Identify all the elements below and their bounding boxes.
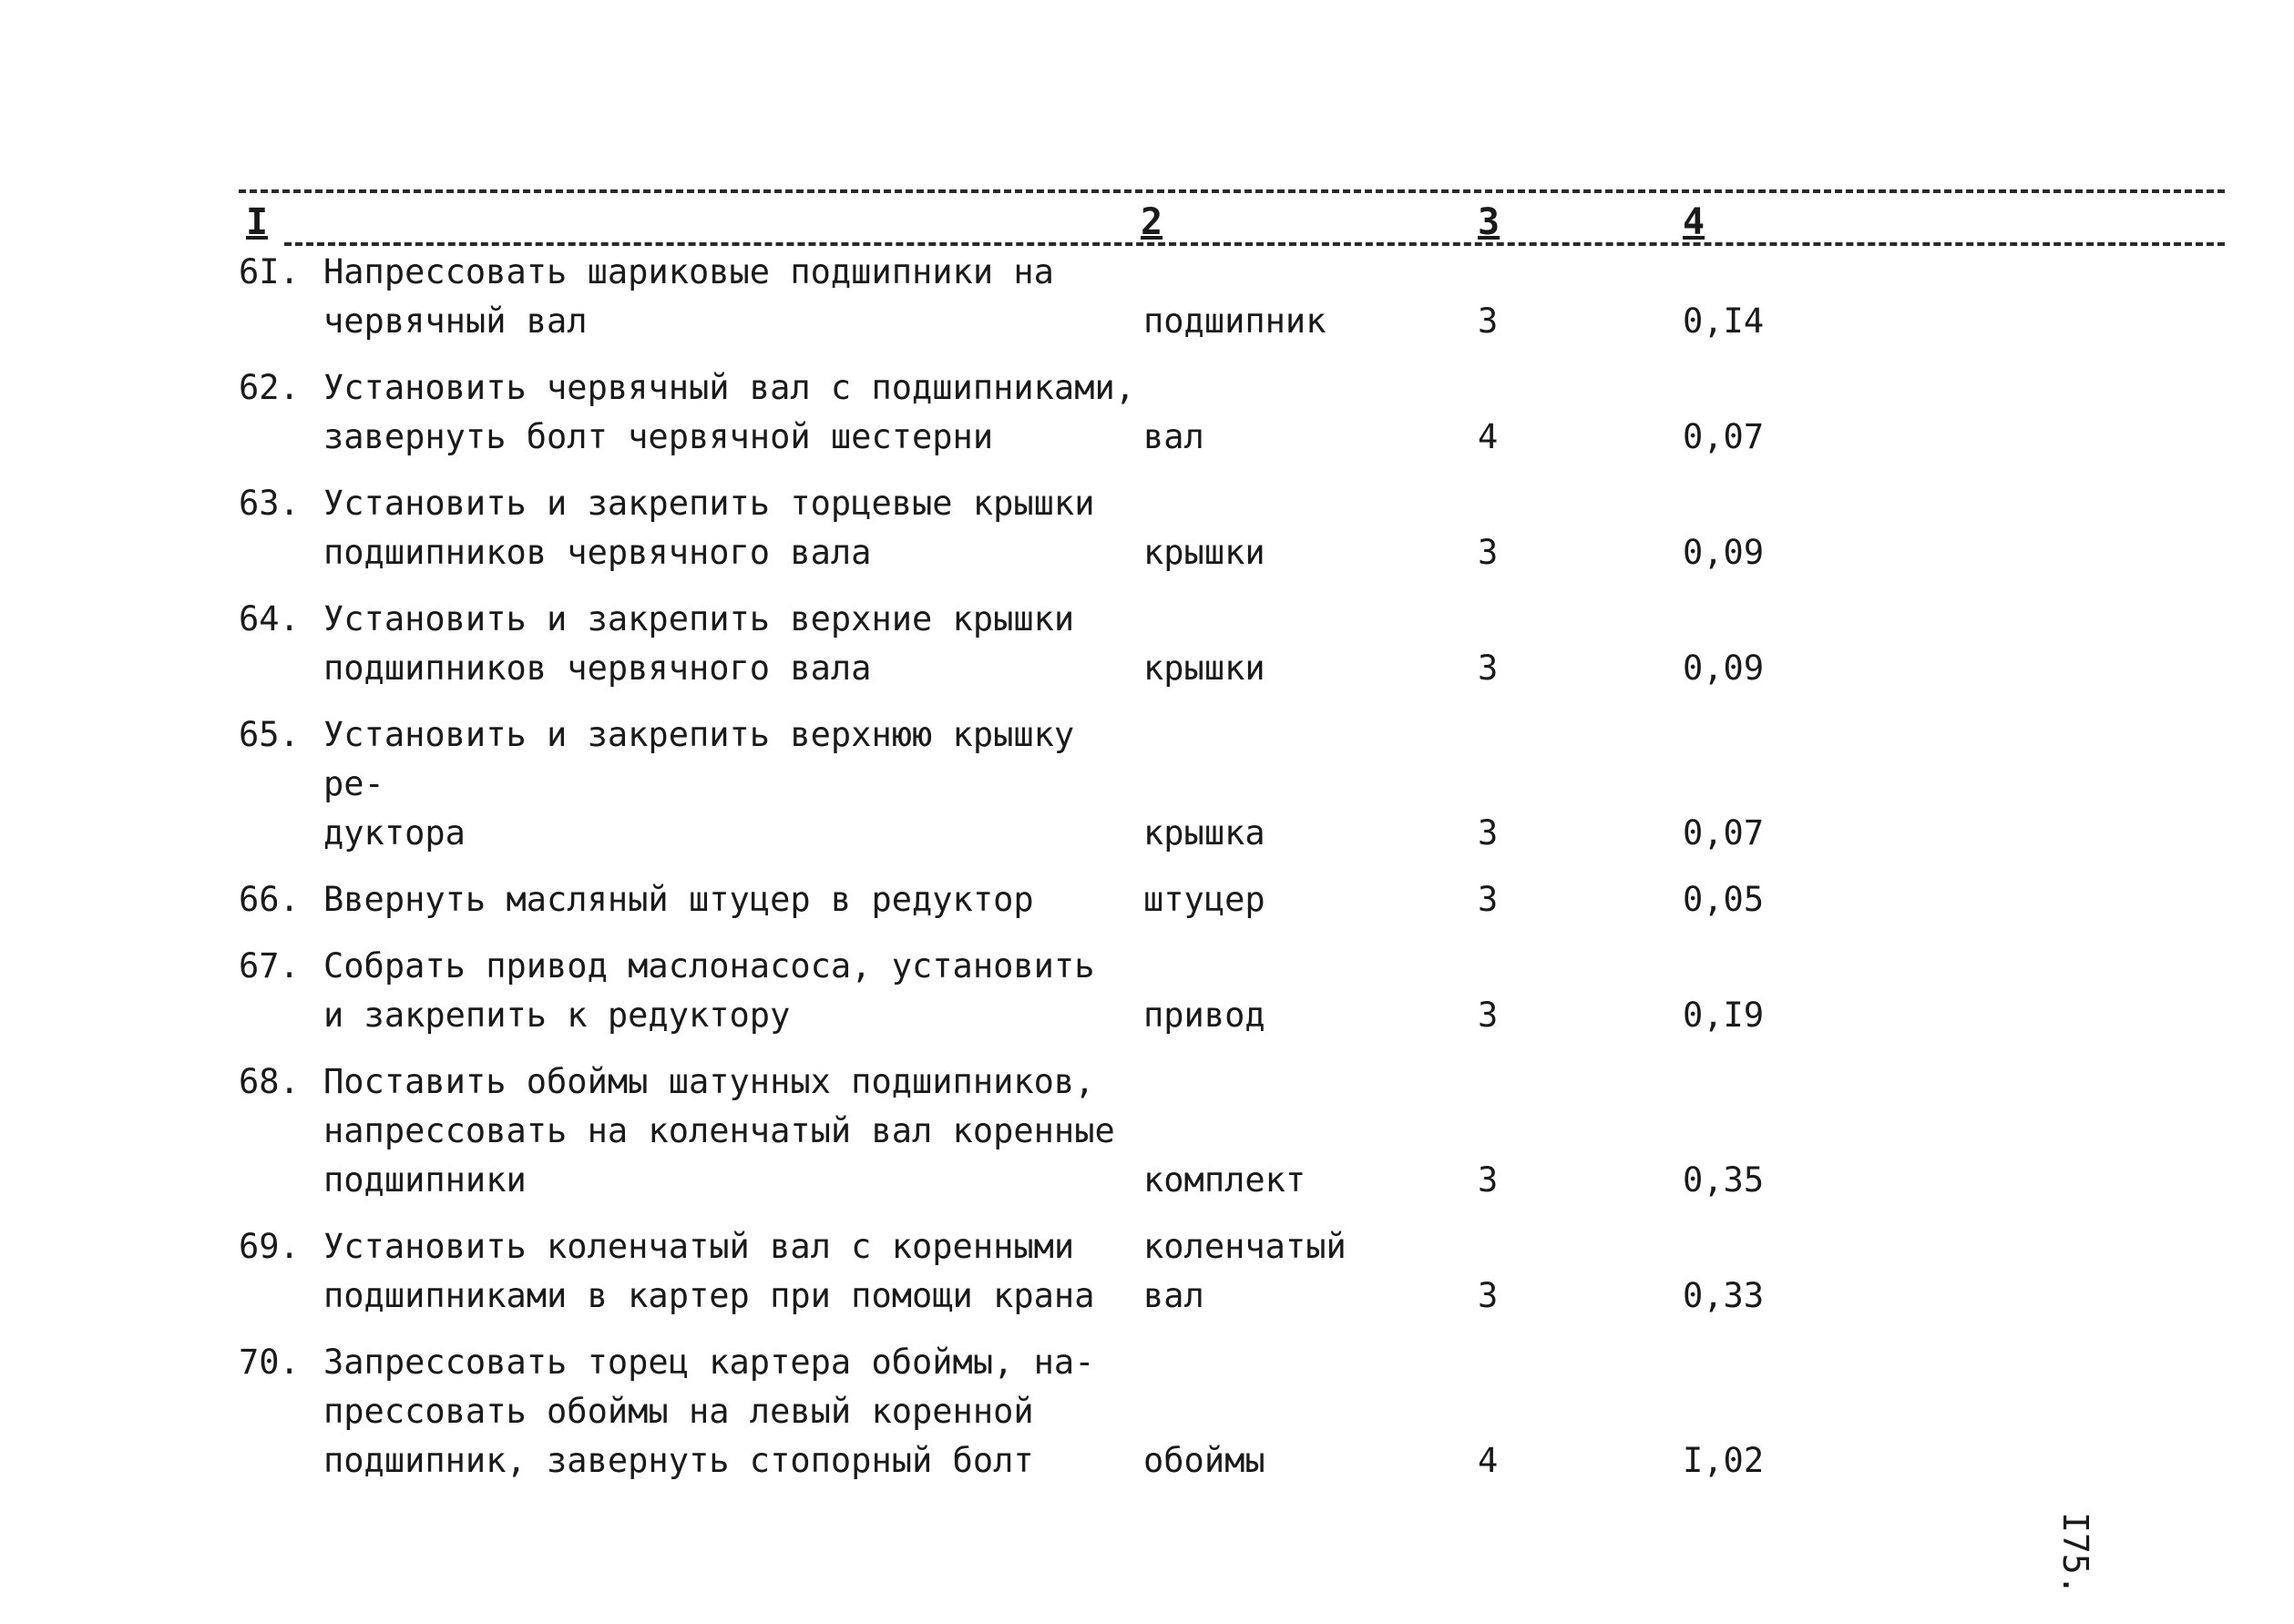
row-description: Собрать привод маслонасоса, установить и закрепить к редуктору (323, 946, 1095, 1035)
row-unit: крышка (1143, 813, 1265, 853)
column-header-4: 4 (1683, 201, 1705, 243)
row-unit: штуцер (1143, 880, 1265, 919)
header-top-rule (239, 189, 2225, 193)
row-unit: привод (1143, 996, 1265, 1035)
row-number: 70. (239, 1343, 300, 1382)
table-body (239, 248, 1879, 1503)
column-header-1: I (246, 201, 269, 243)
row-norm: 0,09 (1683, 533, 1765, 572)
table-row (239, 1057, 1879, 1205)
table-row (239, 479, 1879, 577)
header-bottom-rule (284, 242, 2225, 246)
row-number: 68. (239, 1062, 300, 1101)
row-number: 62. (239, 368, 300, 407)
row-category: 3 (1478, 533, 1499, 572)
row-category: 3 (1478, 301, 1499, 341)
row-description: Установить червячный вал с подшипниками, завернуть болт червячной шестерни (323, 368, 1136, 456)
table-row (239, 942, 1879, 1040)
row-unit: коленчатый вал (1143, 1227, 1347, 1315)
row-norm: 0,09 (1683, 649, 1765, 688)
row-number: 64. (239, 599, 300, 638)
column-header-2: 2 (1141, 201, 1163, 243)
row-unit: комплект (1143, 1160, 1306, 1200)
row-number: 69. (239, 1227, 300, 1266)
table-row (239, 595, 1879, 693)
row-description: Установить и закрепить верхнюю крышку ре- дуктора (323, 715, 1075, 853)
row-number: 67. (239, 946, 300, 986)
row-description: Запрессовать торец картера обоймы, на- прессовать обоймы на левый коренной подшипник, завернуть стопорный болт (323, 1343, 1095, 1480)
row-norm: 0,35 (1683, 1160, 1765, 1200)
row-unit: обоймы (1143, 1441, 1265, 1480)
table-row (239, 710, 1879, 858)
row-number: 66. (239, 880, 300, 919)
row-category: 3 (1478, 649, 1499, 688)
row-category: 3 (1478, 996, 1499, 1035)
row-category: 3 (1478, 1276, 1499, 1315)
row-number: 63. (239, 484, 300, 523)
row-category: 3 (1478, 880, 1499, 919)
row-number: 6I. (239, 252, 300, 291)
row-description: Установить и закрепить верхние крышки подшипников червячного вала (323, 599, 1075, 688)
row-norm: 0,05 (1683, 880, 1765, 919)
row-category: 3 (1478, 813, 1499, 853)
row-norm: 0,I4 (1683, 301, 1765, 341)
row-description: Напрессовать шариковые подшипники на червячный вал (323, 252, 1054, 341)
table-row (239, 248, 1879, 346)
column-header-3: 3 (1478, 201, 1500, 243)
row-unit: крышки (1143, 649, 1265, 688)
row-norm: 0,I9 (1683, 996, 1765, 1035)
row-norm: 0,33 (1683, 1276, 1765, 1315)
row-unit: крышки (1143, 533, 1265, 572)
row-number: 65. (239, 715, 300, 754)
row-norm: 0,07 (1683, 417, 1765, 456)
table-row (239, 1338, 1879, 1486)
table-row (239, 875, 1879, 924)
row-category: 4 (1478, 1441, 1499, 1480)
row-category: 4 (1478, 417, 1499, 456)
table-row (239, 1222, 1879, 1321)
row-description: Поставить обоймы шатунных подшипников, напрессовать на коленчатый вал коренные подшипники (323, 1062, 1115, 1200)
row-category: 3 (1478, 1160, 1499, 1200)
row-description: Установить и закрепить торцевые крышки подшипников червячного вала (323, 484, 1095, 572)
row-description: Установить коленчатый вал с коренными подшипниками в картер при помощи крана (323, 1227, 1095, 1315)
row-norm: 0,07 (1683, 813, 1765, 853)
table-row (239, 363, 1879, 462)
row-norm: I,02 (1683, 1441, 1765, 1480)
page-number: I75. (2055, 1512, 2095, 1596)
row-unit: подшипник (1143, 301, 1326, 341)
row-unit: вал (1143, 417, 1204, 456)
row-description: Ввернуть масляный штуцер в редуктор (323, 880, 1034, 919)
